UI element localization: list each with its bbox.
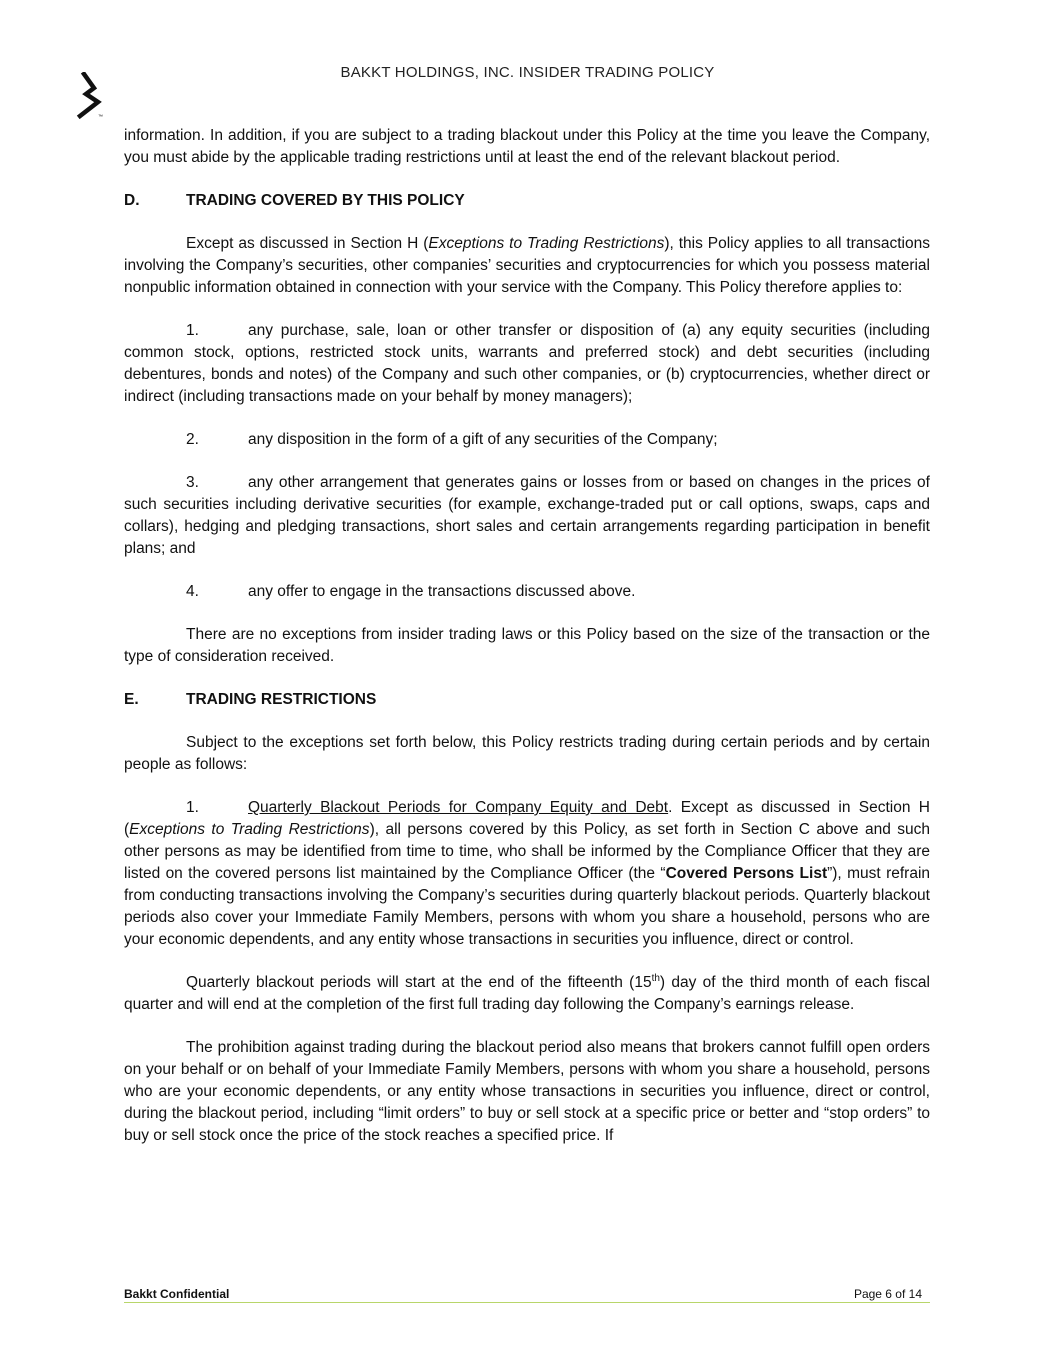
list-item-number: 1. bbox=[186, 799, 199, 816]
text-run: ) day of the third month of each fiscal quarter and will end at the completion of the first full trading day following the Company’s earnings release. bbox=[124, 974, 930, 1013]
list-item-number: 1. bbox=[186, 322, 199, 339]
section-e-title: TRADING RESTRICTIONS bbox=[186, 691, 377, 708]
list-item-text: any purchase, sale, loan or other transfer or disposition of (a) any equity securities (including common stock, options, restricted stock units, warrants and preferred stock) and debt securities (including debentures, bonds and notes) of the Company and such other companies, or (b) cryptocurrencies, whether direct or indirect (including transactions made on your behalf by money managers); bbox=[124, 322, 930, 405]
trademark-symbol: ™ bbox=[98, 114, 103, 120]
text-run: ), this Policy applies to all transactions involving the Company’s securities, other companies’ securities and cryptocurrencies for which you possess material nonpublic information obtained in connection with your service with the Company. This Policy therefore applies to: bbox=[124, 235, 930, 296]
text-run: ”), must refrain from conducting transactions involving the Company’s securities during quarterly blackout periods. Quarterly blackout periods also cover your Immediate Family Members, persons with whom you share a household, persons who are your economic dependents, and any entity whose transactions in securities you influence, direct or control. bbox=[124, 865, 931, 948]
list-item-text: any disposition in the form of a gift of any securities of the Company; bbox=[248, 431, 718, 448]
text-run: . Except as discussed in Section H ( bbox=[124, 799, 930, 838]
text-run-italic: Exceptions to Trading Restrictions bbox=[428, 235, 665, 252]
section-d-heading bbox=[124, 190, 930, 212]
section-e-heading bbox=[124, 689, 930, 711]
list-item-text: any other arrangement that generates gains or losses from or based on changes in the prices of such securities including derivative securities (for example, exchange-traded put or call options, swaps, caps and collars), hedging and pledging transactions, short sales and certain arrangements regarding participation in benefit plans; and bbox=[124, 474, 930, 557]
list-item bbox=[124, 429, 930, 451]
page-header-title: BAKKT HOLDINGS, INC. INSIDER TRADING POLICY bbox=[340, 64, 715, 81]
section-d-letter: D. bbox=[124, 192, 140, 209]
text-run: ), all persons covered by this Policy, as set forth in Section C above and such other persons as may be identified from time to time, who shall be informed by the Compliance Officer that they are listed on the covered persons list maintained by the Compliance Officer (the “ bbox=[124, 821, 930, 882]
blackout-item-title: Quarterly Blackout Periods for Company Equity and Debt bbox=[248, 799, 669, 816]
intro-paragraph: information. In addition, if you are subject to a trading blackout under this Policy at the time you leave the Company, you must abide by the applicable trading restrictions until at least the end of the relevant blackout period. bbox=[124, 127, 930, 166]
section-e-letter: E. bbox=[124, 691, 139, 708]
footer-page-number: Page 6 of 14 bbox=[853, 1287, 922, 1301]
list-item bbox=[124, 581, 930, 603]
document-body bbox=[124, 125, 930, 1168]
superscript: th bbox=[651, 972, 660, 984]
section-d-title: TRADING COVERED BY THIS POLICY bbox=[186, 192, 465, 209]
section-e-paragraph-3: The prohibition against trading during the blackout period also means that brokers cannot fulfill open orders on your behalf or on behalf of your Immediate Family Members, persons with whom you share a household, persons who are your economic dependents, or any entity whose transactions in securities you influence, direct or control, during the blackout period, including “limit orders” to buy or sell stock at a specific price or better and “stop orders” to buy or sell stock once the price of the stock reaches a specified price. If bbox=[124, 1039, 930, 1144]
section-e-paragraph-2 bbox=[124, 972, 930, 1016]
blackout-item bbox=[124, 797, 930, 951]
text-run-italic: Exceptions to Trading Restrictions bbox=[129, 821, 370, 838]
text-run: Except as discussed in Section H ( bbox=[186, 235, 429, 252]
footer-confidential-label: Bakkt Confidential bbox=[124, 1287, 230, 1301]
section-d-paragraph-1 bbox=[124, 233, 930, 299]
list-item-number: 4. bbox=[186, 583, 199, 600]
text-run-bold: Covered Persons List bbox=[665, 865, 828, 882]
list-item bbox=[124, 472, 930, 560]
list-item-number: 3. bbox=[186, 474, 199, 491]
text-run: Quarterly blackout periods will start at the end of the fifteenth (15 bbox=[186, 974, 652, 991]
footer-divider bbox=[124, 1302, 930, 1303]
section-d-paragraph-2: There are no exceptions from insider trading laws or this Policy based on the size of the transaction or the type of consideration received. bbox=[124, 626, 930, 665]
list-item-text: any offer to engage in the transactions discussed above. bbox=[248, 583, 636, 600]
list-item bbox=[124, 320, 930, 408]
section-e-paragraph-1: Subject to the exceptions set forth below, this Policy restricts trading during certain periods and by certain people as follows: bbox=[124, 734, 930, 773]
list-item-number: 2. bbox=[186, 431, 199, 448]
